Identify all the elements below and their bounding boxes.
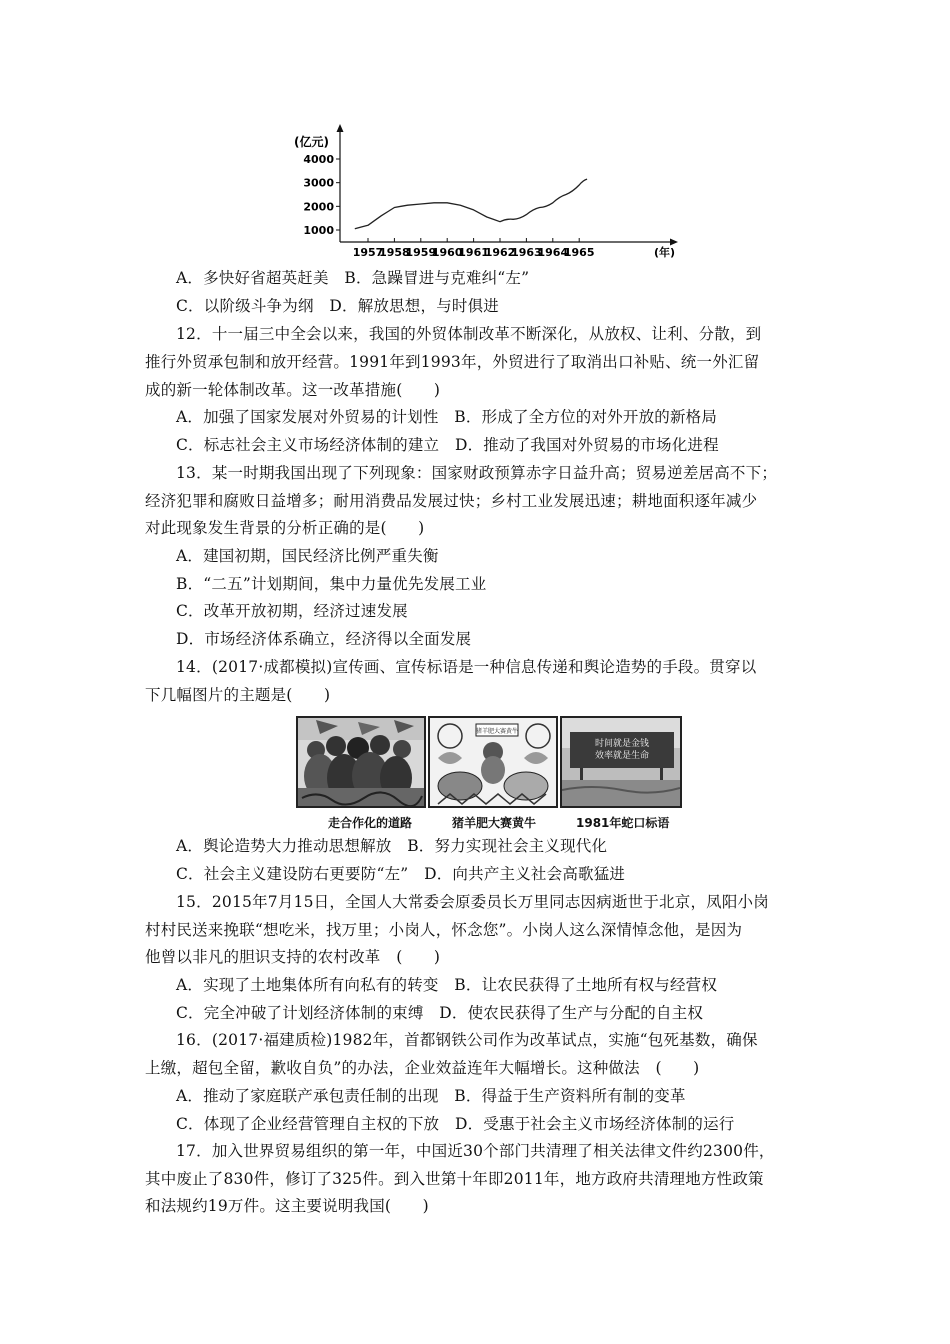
q16-stem-line1: 16．(2017·福建质检)1982年，首都钢铁公司作为改革试点，实施“包死基数，确保 xyxy=(176,1031,758,1049)
x-tick-label: 1960 xyxy=(431,246,463,258)
q15-options-line1: A．实现了土地集体所有向私有的转变 B．让农民获得了土地所有权与经营权 xyxy=(176,976,718,994)
x-tick-label: 1961 xyxy=(458,246,489,258)
x-unit-label: (年) xyxy=(654,246,676,258)
q16-options-line2: C．体现了企业经营管理自主权的下放 D．受惠于社会主义市场经济体制的运行 xyxy=(176,1115,735,1133)
picture-caption-1: 走合作化的道路 xyxy=(328,816,413,830)
x-axis-arrow xyxy=(670,239,678,246)
y-axis-arrow xyxy=(337,124,344,132)
propaganda-picture-shekou-slogan xyxy=(560,716,682,808)
x-tick-label: 1962 xyxy=(484,246,516,258)
propaganda-picture-pig-sheep xyxy=(428,716,558,808)
q12-options-line2: C．标志社会主义市场经济体制的建立 D．推动了我国对外贸易的市场化进程 xyxy=(176,436,719,454)
q13-option-d: D．市场经济体系确立，经济得以全面发展 xyxy=(176,630,472,648)
q15-stem-line1: 15．2015年7月15日，全国人大常委会原委员长万里同志因病逝世于北京，凤阳小岗 xyxy=(176,893,769,911)
q13-option-c: C．改革开放初期，经济过速发展 xyxy=(176,602,408,620)
x-tick-label: 1964 xyxy=(537,246,569,258)
picture-caption-2: 猪羊肥大赛黄牛 xyxy=(452,816,537,830)
q15-options-line2: C．完全冲破了计划经济体制的束缚 D．使农民获得了生产与分配的自主权 xyxy=(176,1004,704,1022)
shekou-sign-line1: 时间就是金钱 xyxy=(594,739,650,749)
q12-stem-line2: 推行外贸承包制和放开经营。1991年到1993年，外贸进行了取消出口补贴、统一外汇留 xyxy=(145,353,760,371)
x-tick-label: 1957 xyxy=(352,246,384,258)
propaganda-picture-cooperative-road xyxy=(296,716,426,808)
x-tick-label: 1963 xyxy=(511,246,542,258)
line-chart xyxy=(288,120,688,258)
q13-option-a: A．建国初期，国民经济比例严重失衡 xyxy=(176,547,439,565)
q12-stem-line3: 成的新一轮体制改革。这一改革措施( ) xyxy=(145,381,441,399)
y-tick-label: 3000 xyxy=(303,176,334,190)
x-tick-label: 1965 xyxy=(563,246,595,258)
y-tick-label: 2000 xyxy=(303,200,334,214)
x-tick-label: 1959 xyxy=(405,246,437,258)
x-tick-label: 1958 xyxy=(379,246,410,258)
q14-options-line2: C．社会主义建设防右更要防“左” D．向共产主义社会高歌猛进 xyxy=(176,865,626,883)
q15-stem-line3: 他曾以非凡的胆识支持的农村改革 ( ) xyxy=(145,948,441,966)
q11-options-line2: C．以阶级斗争为纲 D．解放思想，与时俱进 xyxy=(176,297,499,315)
q16-options-line1: A．推动了家庭联产承包责任制的出现 B．得益于生产资料所有制的变革 xyxy=(176,1087,686,1105)
y-tick-label: 4000 xyxy=(303,153,334,166)
q17-stem-line2: 其中废止了830件，修订了325件。到入世第十年即2011年，地方政府共清理地方性政策 xyxy=(145,1170,764,1188)
q13-option-b: B．“二五”计划期间，集中力量优先发展工业 xyxy=(176,575,487,593)
q13-stem-line3: 对此现象发生背景的分析正确的是( ) xyxy=(145,519,425,537)
banner-text: 猪羊肥大赛黄牛 xyxy=(475,728,519,735)
q14-stem-line1: 14．(2017·成都模拟)宣传画、宣传标语是一种信息传递和舆论造势的手段。贯穿以 xyxy=(176,658,757,676)
series-line xyxy=(355,179,587,229)
q12-stem-line1: 12．十一届三中全会以来，我国的外贸体制改革不断深化，从放权、让利、分散，到 xyxy=(176,325,762,343)
q14-options-line1: A．舆论造势大力推动思想解放 B．努力实现社会主义现代化 xyxy=(176,837,608,855)
q13-stem-line2: 经济犯罪和腐败日益增多；耐用消费品发展过快；乡村工业发展迅速；耕地面积逐年减少 xyxy=(145,492,758,510)
q16-stem-line2: 上缴，超包全留，歉收自负”的办法，企业效益连年大幅增长。这种做法 ( ) xyxy=(145,1059,700,1077)
q13-stem-line1: 13．某一时期我国出现了下列现象：国家财政预算赤字日益升高；贸易逆差居高不下； xyxy=(176,464,778,482)
q17-stem-line1: 17．加入世界贸易组织的第一年，中国近30个部门共清理了相关法律文件约2300件， xyxy=(176,1142,775,1160)
y-unit-label: (亿元) xyxy=(294,135,329,149)
y-tick-label: 1000 xyxy=(303,224,334,237)
q11-options-line1: A．多快好省超英赶美 B．急躁冒进与克难纠“左” xyxy=(176,269,530,287)
shekou-sign-line2: 效率就是生命 xyxy=(594,751,650,761)
q14-stem-line2: 下几幅图片的主题是( ) xyxy=(145,686,331,704)
q17-stem-line3: 和法规约19万件。这主要说明我国( ) xyxy=(145,1197,429,1215)
q12-options-line1: A．加强了国家发展对外贸易的计划性 B．形成了全方位的对外开放的新格局 xyxy=(176,408,718,426)
picture-caption-3: 1981年蛇口标语 xyxy=(576,816,670,830)
q15-stem-line2: 村村民送来挽联“想吃米，找万里；小岗人，怀念您”。小岗人这么深情悼念他，是因为 xyxy=(145,921,743,939)
